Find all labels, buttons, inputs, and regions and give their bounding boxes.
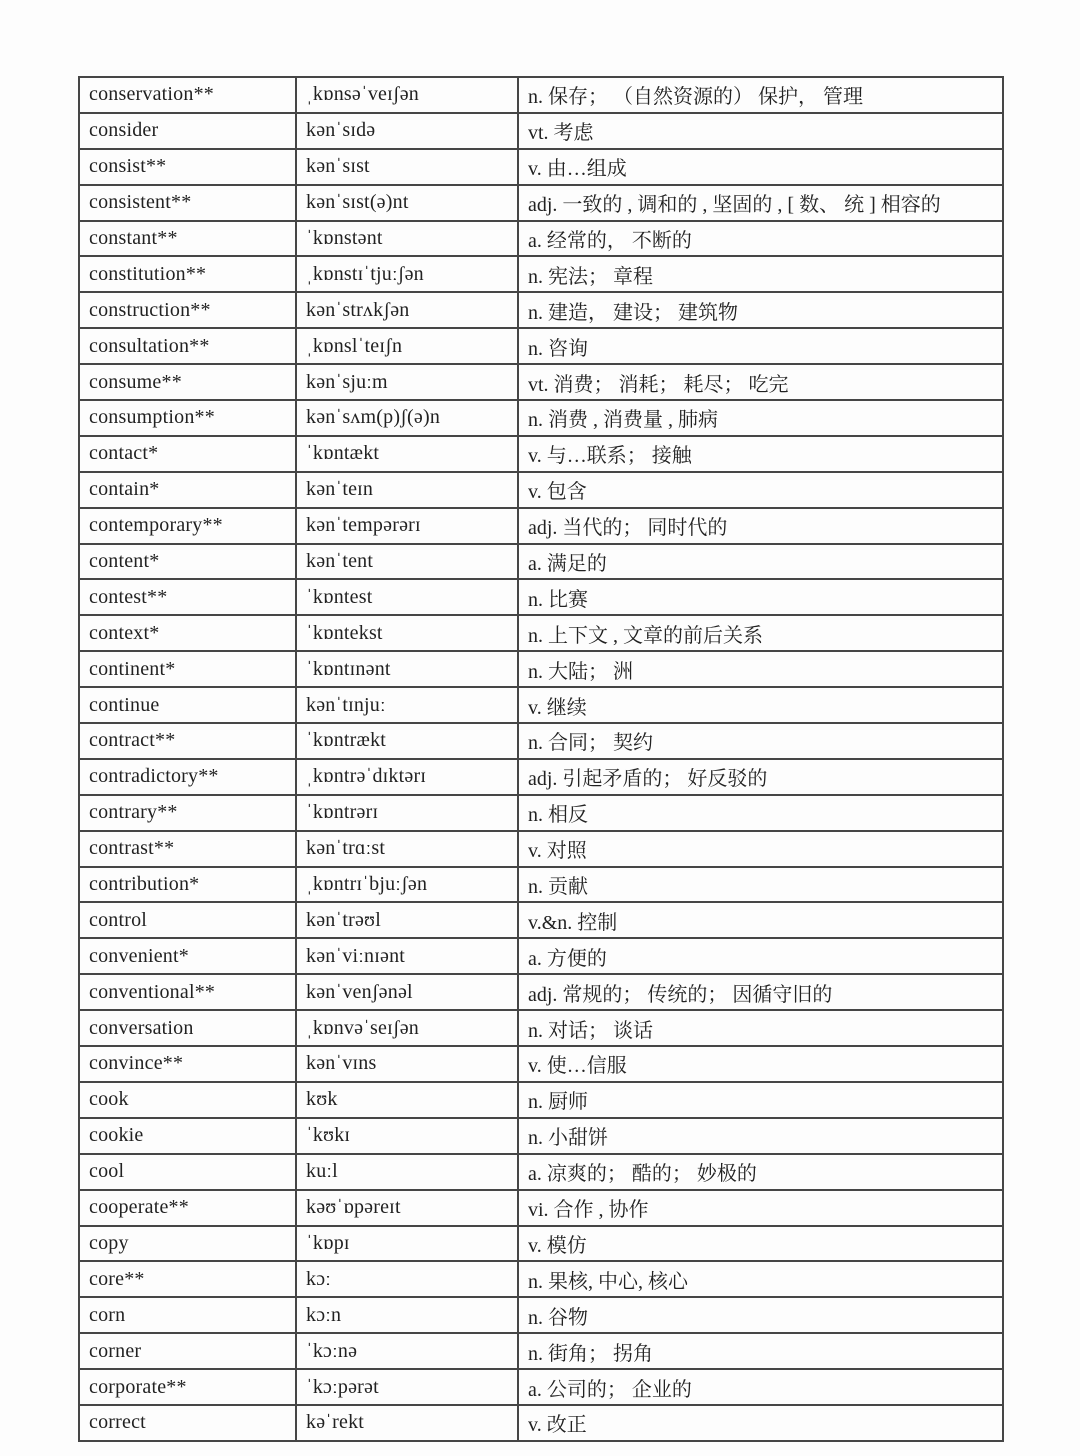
definition-cell: a. 满足的	[518, 544, 1003, 580]
phonetic-cell: ˈkɒnstənt	[296, 221, 518, 257]
table-row	[79, 615, 1003, 651]
definition-cell: a. 方便的	[518, 938, 1003, 974]
phonetic-cell: kənˈvɪns	[296, 1046, 518, 1082]
vocabulary-table	[78, 76, 1004, 1442]
word-cell: constant**	[79, 221, 296, 257]
phonetic-cell: kənˈtent	[296, 544, 518, 580]
word-cell: construction**	[79, 292, 296, 328]
table-row	[79, 544, 1003, 580]
definition-cell: v. 对照	[518, 831, 1003, 867]
definition-cell: adj. 当代的； 同时代的	[518, 508, 1003, 544]
definition-cell: v.&n. 控制	[518, 902, 1003, 938]
definition-cell: v. 与…联系； 接触	[518, 436, 1003, 472]
definition-cell: n. 保存； （自然资源的） 保护， 管理	[518, 77, 1003, 113]
phonetic-cell: ˈkɒpɪ	[296, 1226, 518, 1262]
table-row	[79, 1154, 1003, 1190]
table-row	[79, 579, 1003, 615]
word-cell: contribution*	[79, 867, 296, 903]
table-row	[79, 1190, 1003, 1226]
definition-cell: n. 对话； 谈话	[518, 1010, 1003, 1046]
phonetic-cell: ˌkɒnslˈteɪʃn	[296, 328, 518, 364]
table-row	[79, 795, 1003, 831]
definition-cell: vt. 考虑	[518, 113, 1003, 149]
table-row	[79, 1297, 1003, 1333]
word-cell: consumption**	[79, 400, 296, 436]
definition-cell: n. 果核, 中心, 核心	[518, 1261, 1003, 1297]
table-row	[79, 364, 1003, 400]
table-row	[79, 1261, 1003, 1297]
phonetic-cell: ˈkɒntɪnənt	[296, 651, 518, 687]
definition-cell: v. 模仿	[518, 1226, 1003, 1262]
phonetic-cell: kənˈtrəʊl	[296, 902, 518, 938]
definition-cell: vt. 消费； 消耗； 耗尽； 吃完	[518, 364, 1003, 400]
table-row	[79, 687, 1003, 723]
phonetic-cell: kənˈsʌm(p)ʃ(ə)n	[296, 400, 518, 436]
phonetic-cell: kənˈtrɑːst	[296, 831, 518, 867]
definition-cell: n. 贡献	[518, 867, 1003, 903]
word-cell: contract**	[79, 723, 296, 759]
phonetic-cell: ˈkɒntekst	[296, 615, 518, 651]
table-row	[79, 149, 1003, 185]
phonetic-cell: kənˈtɪnjuː	[296, 687, 518, 723]
vocabulary-table-body	[79, 77, 1003, 1441]
definition-cell: a. 凉爽的； 酷的； 妙极的	[518, 1154, 1003, 1190]
phonetic-cell: kənˈviːnɪənt	[296, 938, 518, 974]
definition-cell: n. 大陆； 洲	[518, 651, 1003, 687]
word-cell: continue	[79, 687, 296, 723]
phonetic-cell: kəʊˈɒpəreɪt	[296, 1190, 518, 1226]
phonetic-cell: kənˈsjuːm	[296, 364, 518, 400]
table-row	[79, 400, 1003, 436]
word-cell: consist**	[79, 149, 296, 185]
definition-cell: n. 建造， 建设； 建筑物	[518, 292, 1003, 328]
phonetic-cell: kənˈvenʃənəl	[296, 974, 518, 1010]
definition-cell: n. 消费 , 消费量 , 肺病	[518, 400, 1003, 436]
table-row	[79, 328, 1003, 364]
word-cell: contrast**	[79, 831, 296, 867]
phonetic-cell: kəˈrekt	[296, 1405, 518, 1441]
table-row	[79, 902, 1003, 938]
word-cell: consultation**	[79, 328, 296, 364]
phonetic-cell: ˌkɒnstɪˈtjuːʃən	[296, 256, 518, 292]
word-cell: contradictory**	[79, 759, 296, 795]
phonetic-cell: kənˈsɪdə	[296, 113, 518, 149]
definition-cell: n. 谷物	[518, 1297, 1003, 1333]
table-row	[79, 113, 1003, 149]
definition-cell: a. 公司的； 企业的	[518, 1369, 1003, 1405]
word-cell: cooperate**	[79, 1190, 296, 1226]
table-row	[79, 1046, 1003, 1082]
definition-cell: v. 包含	[518, 472, 1003, 508]
phonetic-cell: kɔːn	[296, 1297, 518, 1333]
definition-cell: n. 上下文 , 文章的前后关系	[518, 615, 1003, 651]
table-row	[79, 1082, 1003, 1118]
table-row	[79, 938, 1003, 974]
word-cell: constitution**	[79, 256, 296, 292]
definition-cell: adj. 一致的 , 调和的 , 坚固的 , [ 数、 统 ] 相容的	[518, 185, 1003, 221]
phonetic-cell: ˈkɔːpərət	[296, 1369, 518, 1405]
table-row	[79, 292, 1003, 328]
phonetic-cell: kənˈsɪst	[296, 149, 518, 185]
word-cell: consume**	[79, 364, 296, 400]
definition-cell: a. 经常的， 不断的	[518, 221, 1003, 257]
phonetic-cell: ˌkɒnsəˈveɪʃən	[296, 77, 518, 113]
phonetic-cell: kənˈtempərərɪ	[296, 508, 518, 544]
table-row	[79, 1118, 1003, 1154]
word-cell: conversation	[79, 1010, 296, 1046]
table-row	[79, 1333, 1003, 1369]
word-cell: core**	[79, 1261, 296, 1297]
word-cell: control	[79, 902, 296, 938]
phonetic-cell: kənˈstrʌkʃən	[296, 292, 518, 328]
word-cell: cool	[79, 1154, 296, 1190]
word-cell: cook	[79, 1082, 296, 1118]
table-row	[79, 472, 1003, 508]
definition-cell: n. 小甜饼	[518, 1118, 1003, 1154]
phonetic-cell: ˌkɒntrəˈdɪktərɪ	[296, 759, 518, 795]
phonetic-cell: ˌkɒntrɪˈbjuːʃən	[296, 867, 518, 903]
table-row	[79, 1010, 1003, 1046]
table-row	[79, 256, 1003, 292]
table-row	[79, 974, 1003, 1010]
word-cell: cookie	[79, 1118, 296, 1154]
phonetic-cell: ˈkɒntrækt	[296, 723, 518, 759]
word-cell: contain*	[79, 472, 296, 508]
phonetic-cell: kʊk	[296, 1082, 518, 1118]
phonetic-cell: kuːl	[296, 1154, 518, 1190]
definition-cell: vi. 合作 , 协作	[518, 1190, 1003, 1226]
definition-cell: n. 比赛	[518, 579, 1003, 615]
word-cell: conservation**	[79, 77, 296, 113]
table-row	[79, 723, 1003, 759]
table-row	[79, 759, 1003, 795]
word-cell: corner	[79, 1333, 296, 1369]
table-row	[79, 1226, 1003, 1262]
word-cell: content*	[79, 544, 296, 580]
table-row	[79, 221, 1003, 257]
phonetic-cell: ˈkɒntækt	[296, 436, 518, 472]
word-cell: corporate**	[79, 1369, 296, 1405]
word-cell: correct	[79, 1405, 296, 1441]
table-row	[79, 436, 1003, 472]
word-cell: consider	[79, 113, 296, 149]
table-row	[79, 508, 1003, 544]
table-row	[79, 77, 1003, 113]
definition-cell: n. 合同； 契约	[518, 723, 1003, 759]
phonetic-cell: ˈkɔːnə	[296, 1333, 518, 1369]
word-cell: conventional**	[79, 974, 296, 1010]
definition-cell: n. 街角； 拐角	[518, 1333, 1003, 1369]
definition-cell: n. 咨询	[518, 328, 1003, 364]
table-row	[79, 1369, 1003, 1405]
word-cell: contrary**	[79, 795, 296, 831]
definition-cell: n. 宪法； 章程	[518, 256, 1003, 292]
word-cell: convince**	[79, 1046, 296, 1082]
word-cell: contemporary**	[79, 508, 296, 544]
table-row	[79, 185, 1003, 221]
phonetic-cell: ˌkɒnvəˈseɪʃən	[296, 1010, 518, 1046]
phonetic-cell: kənˈteɪn	[296, 472, 518, 508]
definition-cell: v. 继续	[518, 687, 1003, 723]
phonetic-cell: ˈkɒntrərɪ	[296, 795, 518, 831]
word-cell: context*	[79, 615, 296, 651]
table-row	[79, 831, 1003, 867]
phonetic-cell: ˈkʊkɪ	[296, 1118, 518, 1154]
phonetic-cell: ˈkɒntest	[296, 579, 518, 615]
word-cell: copy	[79, 1226, 296, 1262]
definition-cell: v. 由…组成	[518, 149, 1003, 185]
table-row	[79, 651, 1003, 687]
definition-cell: v. 改正	[518, 1405, 1003, 1441]
definition-cell: adj. 引起矛盾的； 好反驳的	[518, 759, 1003, 795]
phonetic-cell: kɔː	[296, 1261, 518, 1297]
word-cell: convenient*	[79, 938, 296, 974]
definition-cell: v. 使…信服	[518, 1046, 1003, 1082]
word-cell: consistent**	[79, 185, 296, 221]
word-cell: contest**	[79, 579, 296, 615]
phonetic-cell: kənˈsɪst(ə)nt	[296, 185, 518, 221]
word-cell: corn	[79, 1297, 296, 1333]
word-cell: contact*	[79, 436, 296, 472]
definition-cell: adj. 常规的； 传统的； 因循守旧的	[518, 974, 1003, 1010]
definition-cell: n. 厨师	[518, 1082, 1003, 1118]
word-cell: continent*	[79, 651, 296, 687]
definition-cell: n. 相反	[518, 795, 1003, 831]
table-row	[79, 1405, 1003, 1441]
table-row	[79, 867, 1003, 903]
